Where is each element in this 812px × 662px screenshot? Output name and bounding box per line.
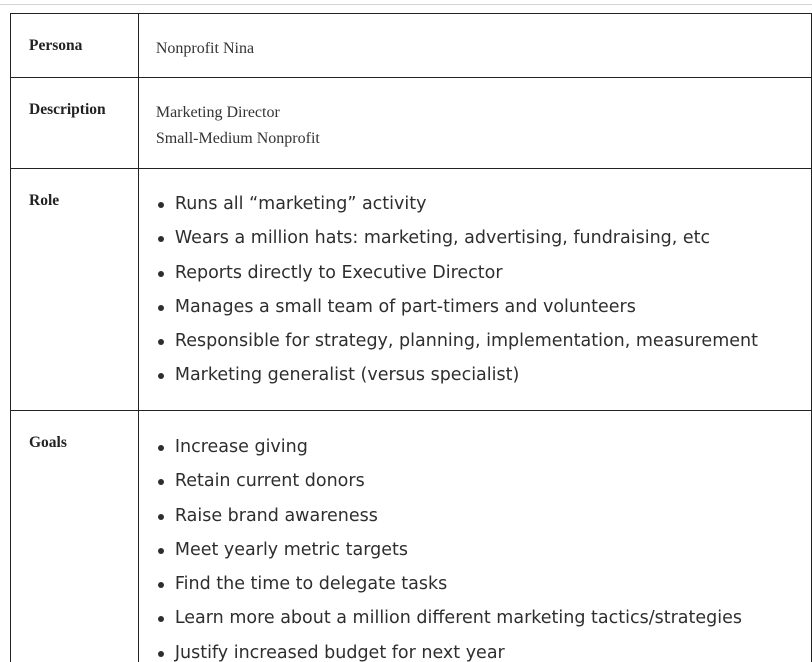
description-label: Description — [11, 78, 139, 169]
persona-label: Persona — [11, 14, 139, 78]
list-item: Wears a million hats: marketing, advertising, fundraising, etc — [156, 221, 811, 255]
persona-table — [10, 13, 812, 662]
top-divider — [0, 4, 812, 5]
list-item: Justify increased budget for next year — [156, 636, 811, 662]
description-line: Small-Medium Nonprofit — [155, 130, 320, 147]
role-value — [138, 169, 811, 411]
list-item: Meet yearly metric targets — [156, 533, 811, 567]
table-row-goals — [11, 411, 812, 662]
list-item: Learn more about a million different marketing tactics/strategies — [156, 601, 811, 635]
list-item: Reports directly to Executive Director — [156, 256, 811, 290]
list-item: Increase giving — [156, 430, 811, 464]
description-value — [138, 78, 811, 169]
list-item: Marketing generalist (versus specialist) — [156, 358, 811, 392]
list-item: Responsible for strategy, planning, implementation, measurement — [156, 324, 811, 358]
list-item: Retain current donors — [156, 464, 811, 498]
goals-value — [138, 411, 811, 662]
list-item: Raise brand awareness — [156, 499, 811, 533]
list-item: Manages a small team of part-timers and volunteers — [156, 290, 811, 324]
table-row-persona — [11, 14, 812, 78]
table-row-role — [11, 169, 812, 411]
role-list — [156, 187, 811, 393]
description-line: Marketing Director — [155, 104, 280, 121]
list-item: Runs all “marketing” activity — [156, 187, 811, 221]
goals-list — [156, 430, 811, 662]
role-label: Role — [11, 169, 139, 411]
goals-label: Goals — [11, 411, 139, 662]
persona-value: Nonprofit Nina — [138, 14, 811, 78]
list-item: Find the time to delegate tasks — [156, 567, 811, 601]
table-row-description — [11, 78, 812, 169]
